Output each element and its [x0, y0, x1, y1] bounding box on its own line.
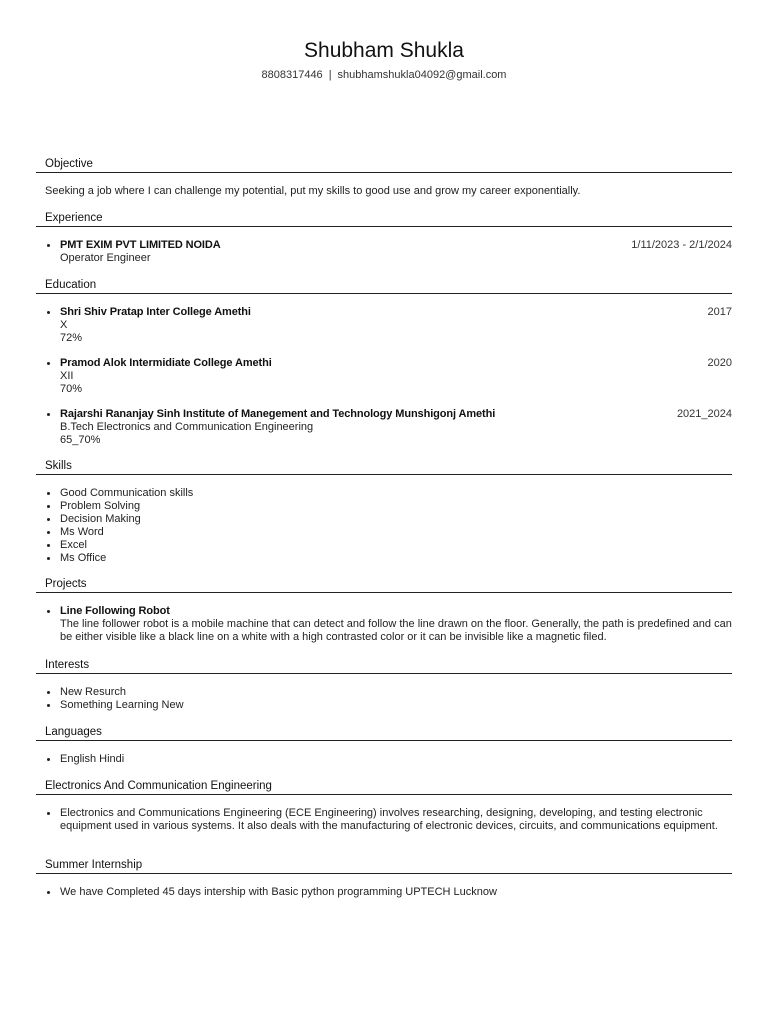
experience-item: [36, 239, 732, 265]
skill-item: Excel: [36, 539, 732, 552]
education-score: 70%: [60, 383, 83, 395]
experience-company: PMT EXIM PVT LIMITED NOIDA: [60, 239, 221, 251]
education-list: [36, 306, 732, 447]
contact-separator: |: [328, 69, 332, 81]
ece-list: [36, 807, 732, 833]
internship-heading: Summer Internship: [36, 858, 732, 874]
interest-item: Something Learning New: [36, 699, 732, 712]
phone-number: 8808317446: [261, 69, 323, 81]
languages-heading: Languages: [36, 725, 732, 741]
education-school: Shri Shiv Pratap Inter College Amethi: [60, 306, 251, 318]
skills-heading: Skills: [36, 459, 732, 475]
experience-section: [36, 211, 732, 265]
education-school: Pramod Alok Intermidiate College Amethi: [60, 357, 272, 369]
education-level: X: [60, 319, 68, 331]
skill-item: Good Communication skills: [36, 487, 732, 500]
education-level: XII: [60, 370, 74, 382]
education-item: [36, 306, 732, 345]
internship-item: We have Completed 45 days intership with Basic python programming UPTECH Lucknow: [36, 886, 732, 899]
projects-list: [36, 605, 732, 644]
objective-heading: Objective: [36, 157, 732, 173]
project-description: The line follower robot is a mobile machine that can detect and follow the line drawn on the floor. Generally, the path is predefined and can be either visible like a black line on a white with a high contrasted color or it can be invisible like a magnetic filed.: [60, 618, 732, 643]
skill-item: Problem Solving: [36, 500, 732, 513]
education-item: [36, 408, 732, 447]
ece-section: [36, 779, 732, 833]
education-heading: Education: [36, 278, 732, 294]
education-school: Rajarshi Rananjay Sinh Institute of Manegement and Technology Munshigonj Amethi: [60, 408, 496, 420]
skill-item: Ms Word: [36, 526, 732, 539]
skill-item: Ms Office: [36, 552, 732, 565]
education-year: 2020: [707, 357, 732, 369]
email-address: shubhamshukla04092@gmail.com: [337, 69, 507, 81]
interests-list: [36, 686, 732, 712]
language-item: English Hindi: [36, 753, 732, 766]
projects-section: [36, 577, 732, 644]
education-level: B.Tech Electronics and Communication Engineering: [60, 421, 314, 433]
internship-section: [36, 858, 732, 899]
education-section: [36, 278, 732, 447]
experience-dates: 1/11/2023 - 2/1/2024: [631, 239, 732, 251]
education-item: [36, 357, 732, 396]
internship-list: [36, 886, 732, 899]
interests-heading: Interests: [36, 658, 732, 674]
skills-list: [36, 487, 732, 565]
contact-line: [0, 68, 768, 82]
experience-role: Operator Engineer: [60, 252, 151, 264]
candidate-name: Shubham Shukla: [304, 39, 464, 62]
education-score: 65_70%: [60, 434, 101, 446]
interest-item: New Resurch: [36, 686, 732, 699]
education-year: 2017: [707, 306, 732, 318]
objective-text: Seeking a job where I can challenge my potential, put my skills to good use and grow my career exponentially.: [45, 185, 581, 197]
skills-section: [36, 459, 732, 565]
interests-section: [36, 658, 732, 712]
project-name: Line Following Robot: [60, 605, 170, 617]
education-score: 72%: [60, 332, 83, 344]
languages-list: [36, 753, 732, 766]
ece-item: Electronics and Communications Engineering (ECE Engineering) involves researching, designing, developing, and testing electronic equipment used in various systems. It also deals with the manufacturing of electronic devices, circuits, and communications equipment.: [36, 807, 732, 833]
ece-heading: Electronics And Communication Engineering: [36, 779, 732, 795]
skill-item: Decision Making: [36, 513, 732, 526]
project-item: [36, 605, 732, 644]
objective-section: [36, 157, 732, 198]
experience-heading: Experience: [36, 211, 732, 227]
projects-heading: Projects: [36, 577, 732, 593]
education-year: 2021_2024: [676, 408, 732, 420]
languages-section: [36, 725, 732, 766]
experience-list: [36, 239, 732, 265]
